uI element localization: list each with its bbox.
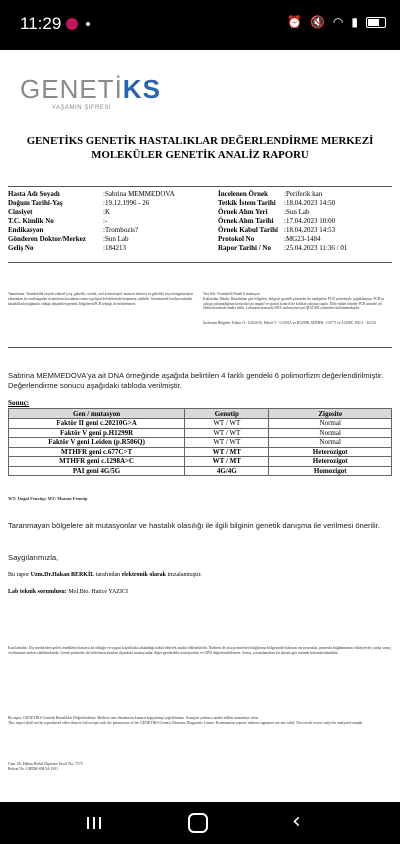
recommendation-paragraph: Taranmayan bölgelere ait mutasyonlar ve hastalık olasılığı ile ilgili bilginin genetik danışma ile verilmesi önerilir. [8,521,380,530]
signal-icon: ▮ [351,15,358,29]
recent-apps-button[interactable] [86,815,102,831]
column-header: Genotip [185,409,269,419]
status-bar [0,0,400,50]
method-text: Test Adı: Trombofili Paneli 6 mutasyon Kullanılan Teknik: Hastalıktan gen bölgeleri, bölgeye spesifik primerler ile multipleks PCR yöntemiyle çoğaltılmıştır. PCR'ın çalışıp çalışmadığının kontrolü için negatif ve pozitif kontrol ile birlikte çalışma yapılır. Elde edilen ürünler PCR ürünleri jel elektroforezinde analiz edilir. Laboratuvarımızda DNA izolasyonu için QIAGEN çözümleri kullanılmaktadır. İncelenen Bölgeler: Faktör II - G20210A, Faktör V - G1691A ve H1299R, MTHFR - C677T ve A1298C, PAI-1 - 4G/5G [203,292,384,326]
back-button[interactable]: ‹ [292,809,301,834]
app-notification-icon [66,18,78,30]
divider [8,262,392,263]
report-document[interactable] [0,50,400,802]
copyright-notice: Bu rapor, GENETİKS Genetik Hastalıklar Değerlendirme Merkezi izni olmaksızın kısmen kopyalanıp çoğaltılamaz. Sonuçlar yalnızca analiz edilen numuneye aittir. This report shall not be reproduced other than in full except with the permission of the GENETİKS Genetic Diseases Diagnostic Center. Examination reports without signature are not valid. This result covers only the analyzed sample. [8,716,364,725]
table-row: MTHFR geni c.1298A>C WT / MT Heterozigot [9,457,392,467]
home-button[interactable] [188,813,208,833]
divider [8,347,392,348]
alarm-icon: ⏰ [287,15,302,29]
column-header: Gen / mutasyon [9,409,185,419]
status-icons [287,16,386,28]
table-row: Faktör II geni c.20210G>A WT / WT Normal [9,419,392,429]
table-row: MTHFR geni c.677C>T WT / MT Heterozigot [9,447,392,457]
notification-dot-icon [86,22,90,26]
status-time: 11:29 [20,14,62,33]
table-row: Faktör V geni Leiden (p.R506Q) WT / WT Normal [9,438,392,448]
navigation-bar [0,802,400,844]
patient-info-right: İncelenen Örnek :Periferik kan Tetkik İstem Tarihi :18.04.2023 14:50 Örnek Alım Yeri :Sun Lab Örnek Alım Tarihi :17.04.2023 10:00 Örnek Kabul Tarihi :18.04.2023 14:53 Protokol No :MG23-1484 Rapor Tarihi / No :25.04.2023 11:36 / 01 [218,190,348,252]
report-title-line1: GENETİKS GENETİK HASTALIKLAR DEĞERLENDİRME MERKEZİ [26,135,374,147]
closing-text: Saygılarımızla, [8,553,59,562]
results-heading: Sonuç: [8,399,30,407]
definition-text: Tanımlama: Trombofilik olaylar edinsel (yaş, gebelik, cerrahi, oral kontraseptif, hormon tedavisi ve gebelik) veya kongenitalyon elemanları ile antikoagulan sistemlerin bozulması sonucu gelişen defektlerinde karşımıza çıkabilir. Günümüzde kardiyovasküler hastalıklarla bağlantılı olduğu düşünülen genetik bölgelerin PCR tekniği ile belirlenmesi. [8,292,193,306]
column-header: Zigosite [269,409,392,419]
approval-line: Bu rapor Uzm.Dr.Hakan BERKİL tarafından elektronik olarak imzalanmıştır. [8,572,202,578]
report-title [0,134,400,162]
intro-paragraph: Sabrina MEMMEDOVA'ya ait DNA örneğinde aşağıda belirtilen 4 farklı gendeki 6 polimorfizm değerlendirilmiştir. Değerlendirme sonucu aşağıdaki tabloda verilmiştir. [8,371,384,391]
table-row: PAI geni 4G/5G 4G/4G Homozigot [9,466,392,476]
lab-responsible-line: Lab teknik sorumlusu: Mol.Bio. Hatice YAZICI [8,589,128,595]
wifi-icon: ◠ [332,15,344,29]
table-legend: WT: Doğal Fenotip; MT: Mutant Fenotip [8,496,88,501]
disclaimer-text: Kısıtlamalar: Dış merkezden gelen örneklerin hastaya ait olduğu ve uygun koşullarda saklandığı kabul edilerek analiz edilmektedir. Nadiren de olsa primerlerin bağlanma bölgesinde bulunan varyasyonlar, primerin bağlanmasını etkileyerek yanlış sonuç verilmesine neden olabilmektedir. Genin primerler ile belirlenen alanları dışındaki mutasyonlar, diğer genlerdeki mutasyonlar ve UPD değerlendirilemez. Sonuç yorumlanırken bu durum göz önünde bulundurulmalıdır. [8,646,392,655]
report-title-line2: MOLEKÜLER GENETİK ANALİZ RAPORU [91,149,309,161]
table-header-row [9,409,392,419]
table-row: Faktör V geni p.H1299R WT / WT Normal [9,428,392,438]
battery-icon [366,17,386,28]
company-logo: GENETİKS YAŞAMIN ŞİFRESİ [20,74,161,111]
doctor-registration: Uzm. Dr. Hakan Berkil Diploma Tescil No: 7575 Rehsat No: GHDM-SM/34-1301 [8,762,83,771]
patient-info-left: Hasta Adı Soyadı :Sabrina MEMMEDOVA Doğum Tarihi-Yaş :19.12.1996 - 26 Cinsiyet :K T.C. Kimlik No :- Endikasyon :Trombozis? Gönderen Doktor/Merkez :Sun Lab Geliş No :184213 [8,190,175,252]
mute-icon: 🔇 [309,15,325,29]
results-table [8,408,392,476]
divider [8,186,392,187]
